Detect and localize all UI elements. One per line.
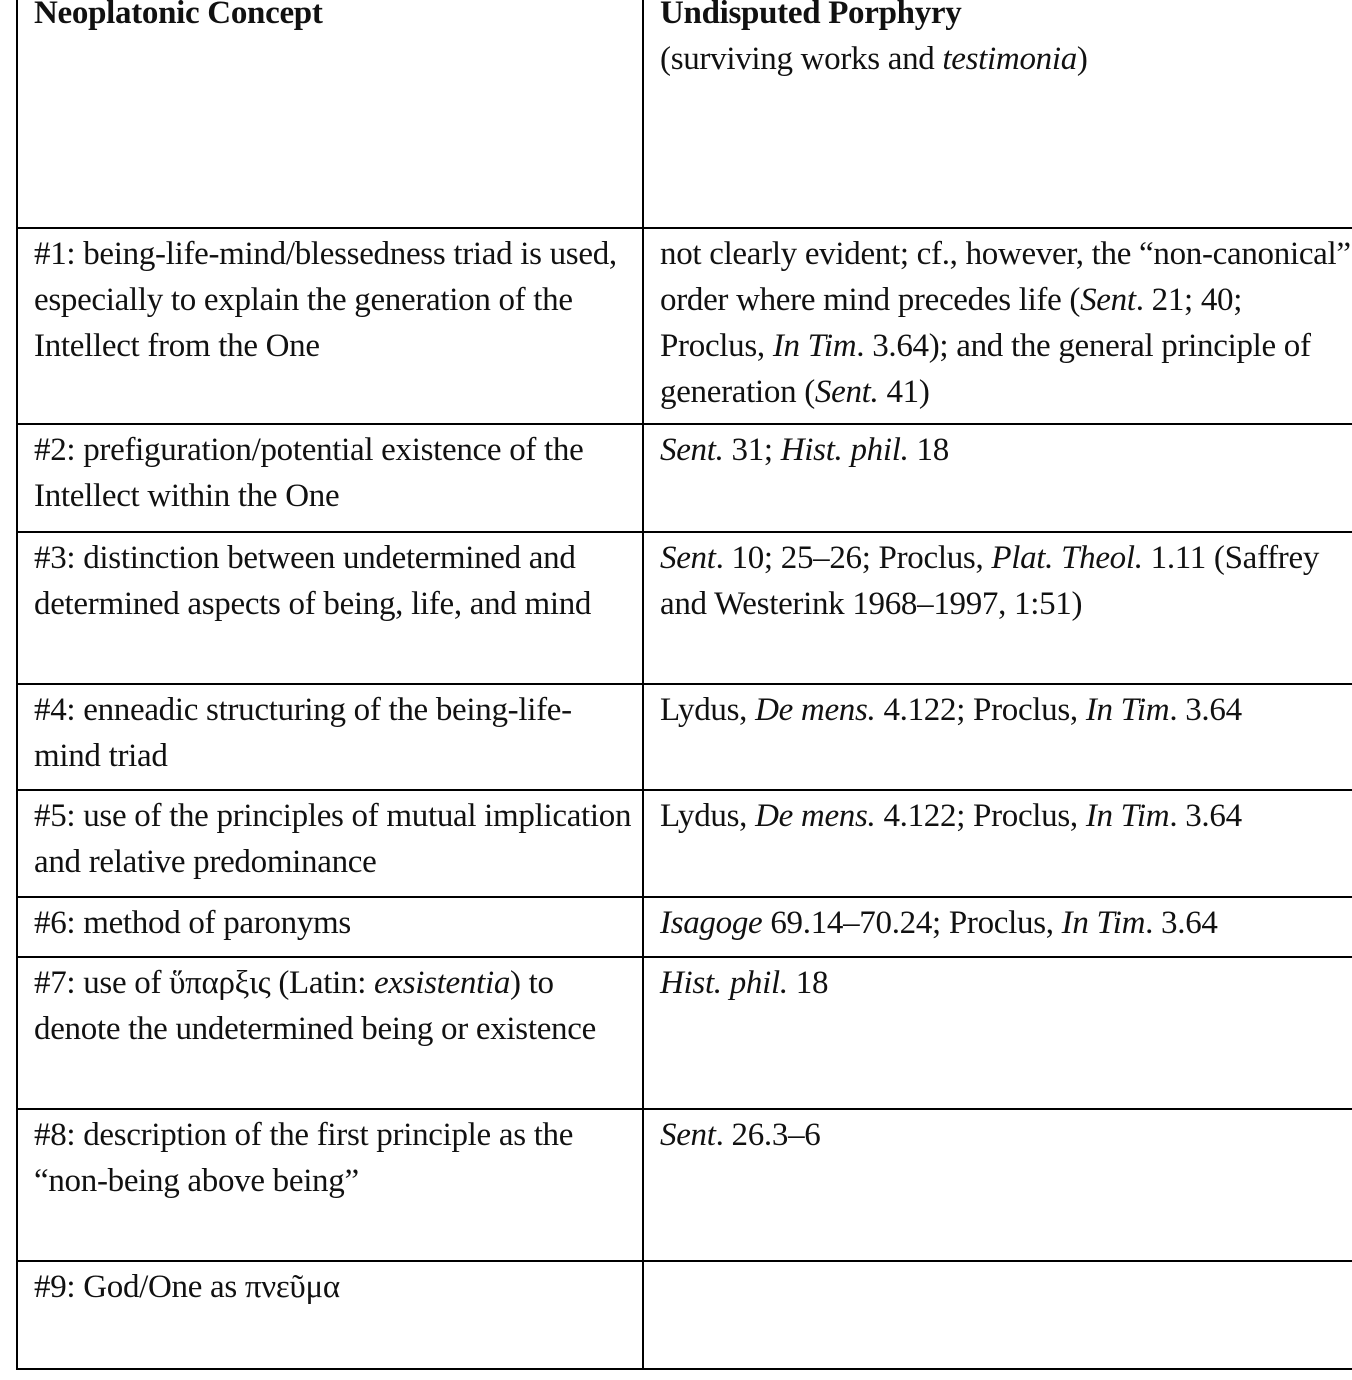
porphyry-text: not clearly evident; cf., however, the “non-canonical” order where mind precedes life (Sent. 21; 40; Proclus, In Tim. 3.64); and the general principle of generation (Sent. 41) xyxy=(660,236,1351,410)
porphyry-cell xyxy=(644,533,1352,683)
concept-cell xyxy=(16,1110,644,1260)
porphyry-cell xyxy=(644,229,1352,423)
concept-text: #7: use of ὕπαρξις (Latin: exsistentia) to denote the undetermined being or existence xyxy=(34,965,596,1047)
concept-text: #8: description of the first principle as the “non-being above being” xyxy=(34,1117,574,1199)
porphyry-cell xyxy=(644,898,1352,956)
table-row xyxy=(16,1110,1352,1262)
header-row xyxy=(16,0,1352,229)
concept-text: #6: method of paronyms xyxy=(34,905,351,941)
porphyry-cell xyxy=(644,425,1352,531)
header-porphyry-cell xyxy=(644,0,1352,227)
table-row xyxy=(16,1262,1352,1370)
concept-cell xyxy=(16,425,644,531)
porphyry-text: Lydus, De mens. 4.122; Proclus, In Tim. 3.64 xyxy=(660,798,1242,834)
table-row xyxy=(16,791,1352,898)
table-row xyxy=(16,533,1352,685)
table-row xyxy=(16,685,1352,791)
porphyry-cell xyxy=(644,958,1352,1108)
table-row xyxy=(16,425,1352,533)
porphyry-cell xyxy=(644,1110,1352,1260)
concept-text: #4: enneadic structuring of the being-life-mind triad xyxy=(34,692,572,774)
concept-cell xyxy=(16,229,644,423)
concept-cell xyxy=(16,791,644,896)
concept-text: #2: prefiguration/potential existence of the Intellect within the One xyxy=(34,432,584,514)
porphyry-text: Sent. 31; Hist. phil. 18 xyxy=(660,432,949,468)
porphyry-text: Sent. 26.3–6 xyxy=(660,1117,821,1153)
porphyry-text: Lydus, De mens. 4.122; Proclus, In Tim. 3.64 xyxy=(660,692,1242,728)
header-porphyry-subtitle: (surviving works and testimonia) xyxy=(660,41,1088,77)
concept-text: #3: distinction between undetermined and determined aspects of being, life, and mind xyxy=(34,540,592,622)
concept-text: #5: use of the principles of mutual implication and relative predominance xyxy=(34,798,632,880)
porphyry-cell xyxy=(644,1262,1352,1368)
comparison-table xyxy=(16,0,1352,1370)
concept-cell xyxy=(16,958,644,1108)
concept-text: #9: God/One as πνεῦμα xyxy=(34,1269,340,1305)
table-row xyxy=(16,958,1352,1110)
concept-cell xyxy=(16,685,644,789)
header-concept: Neoplatonic Concept xyxy=(34,0,323,31)
concept-cell xyxy=(16,533,644,683)
concept-text: #1: being-life-mind/blessedness triad is used, especially to explain the generation of the Intellect from the One xyxy=(34,236,617,364)
table-row xyxy=(16,229,1352,425)
porphyry-text: Sent. 10; 25–26; Proclus, Plat. Theol. 1.11 (Saffrey and Westerink 1968–1997, 1:51) xyxy=(660,540,1320,622)
header-concept-cell xyxy=(16,0,644,227)
porphyry-text: Hist. phil. 18 xyxy=(660,965,829,1001)
concept-cell xyxy=(16,898,644,956)
porphyry-cell xyxy=(644,685,1352,789)
concept-cell xyxy=(16,1262,644,1368)
porphyry-cell xyxy=(644,791,1352,896)
table-row xyxy=(16,898,1352,958)
porphyry-text: Isagoge 69.14–70.24; Proclus, In Tim. 3.64 xyxy=(660,905,1218,941)
header-porphyry-title: Undisputed Porphyry xyxy=(660,0,962,31)
